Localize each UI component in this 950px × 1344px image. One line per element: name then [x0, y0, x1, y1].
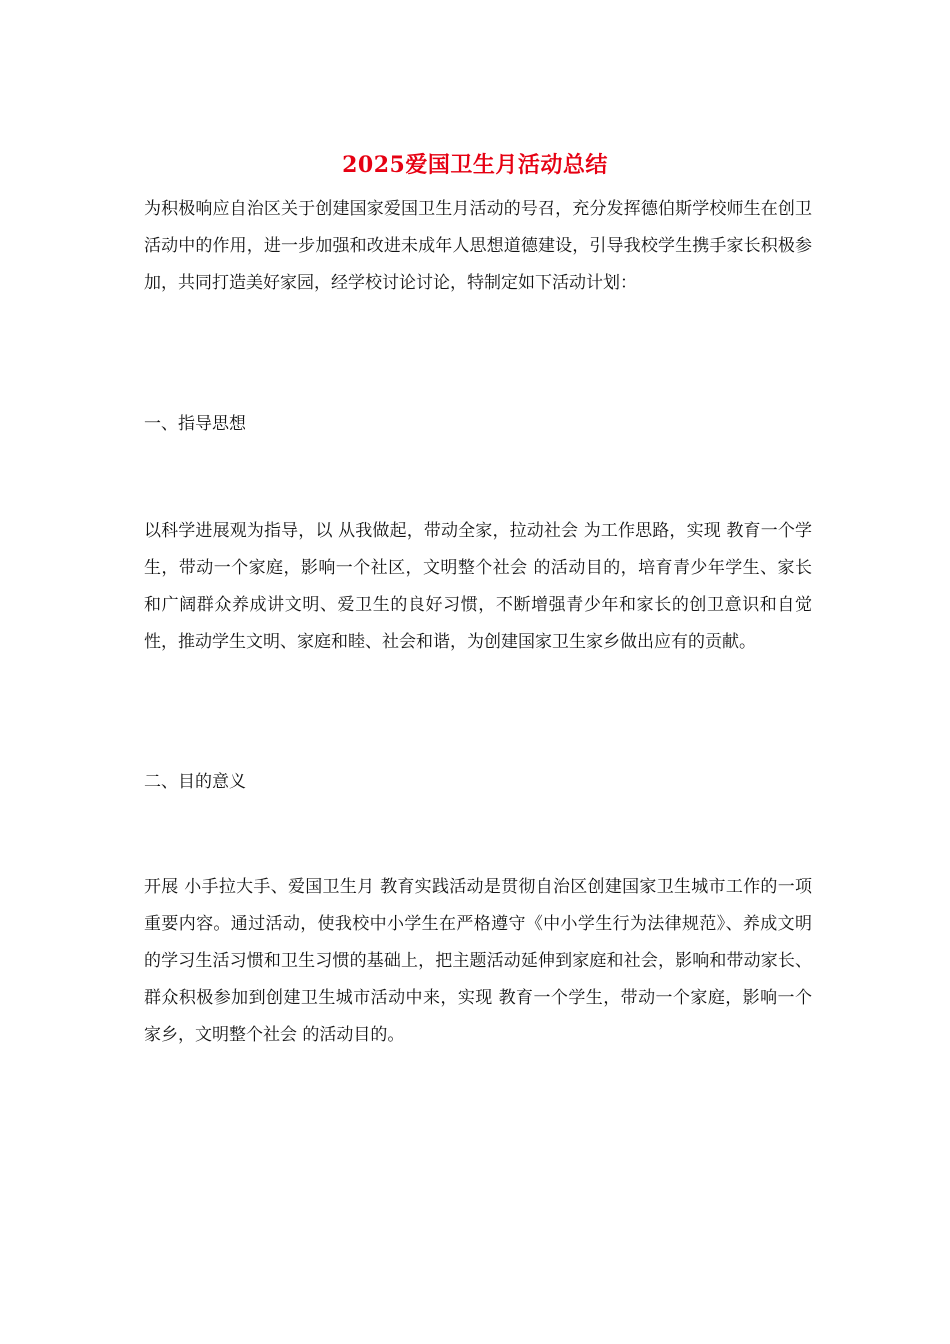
section-body-purpose-significance: 开展 小手拉大手、爱国卫生月 教育实践活动是贯彻自治区创建国家卫生城市工作的一项重要内容。通过活动，使我校中小学生在严格遵守《中小学生行为法律规范》、养成文明的学习生活习惯和卫生习惯的基础上，把主题活动延伸到家庭和社会，影响和带动家长、群众积极参加到创建卫生城市活动中来，实现 教育一个学生，带动一个家庭，影响一个家乡，文明整个社会 的活动目的。 — [144, 877, 812, 1045]
document-title: 2025爱国卫生月活动总结 — [342, 152, 608, 178]
section-heading-purpose-significance: 二、目的意义 — [144, 772, 246, 792]
intro-paragraph: 为积极响应自治区关于创建国家爱国卫生月活动的号召，充分发挥德伯斯学校师生在创卫活动中的作用，进一步加强和改进未成年人思想道德建设，引导我校学生携手家长积极参加，共同打造美好家园，经学校讨论讨论，特制定如下活动计划： — [144, 199, 812, 293]
section-body-guiding-ideology: 以科学进展观为指导，以 从我做起，带动全家，拉动社会 为工作思路，实现 教育一个学生，带动一个家庭，影响一个社区，文明整个社会 的活动目的，培育青少年学生、家长和广阔群众养成讲文明、爱卫生的良好习惯，不断增强青少年和家长的创卫意识和自觉性，推动学生文明、家庭和睦、社会和谐，为创建国家卫生家乡做出应有的贡献。 — [144, 521, 812, 652]
section-heading-guiding-ideology: 一、指导思想 — [144, 414, 246, 434]
